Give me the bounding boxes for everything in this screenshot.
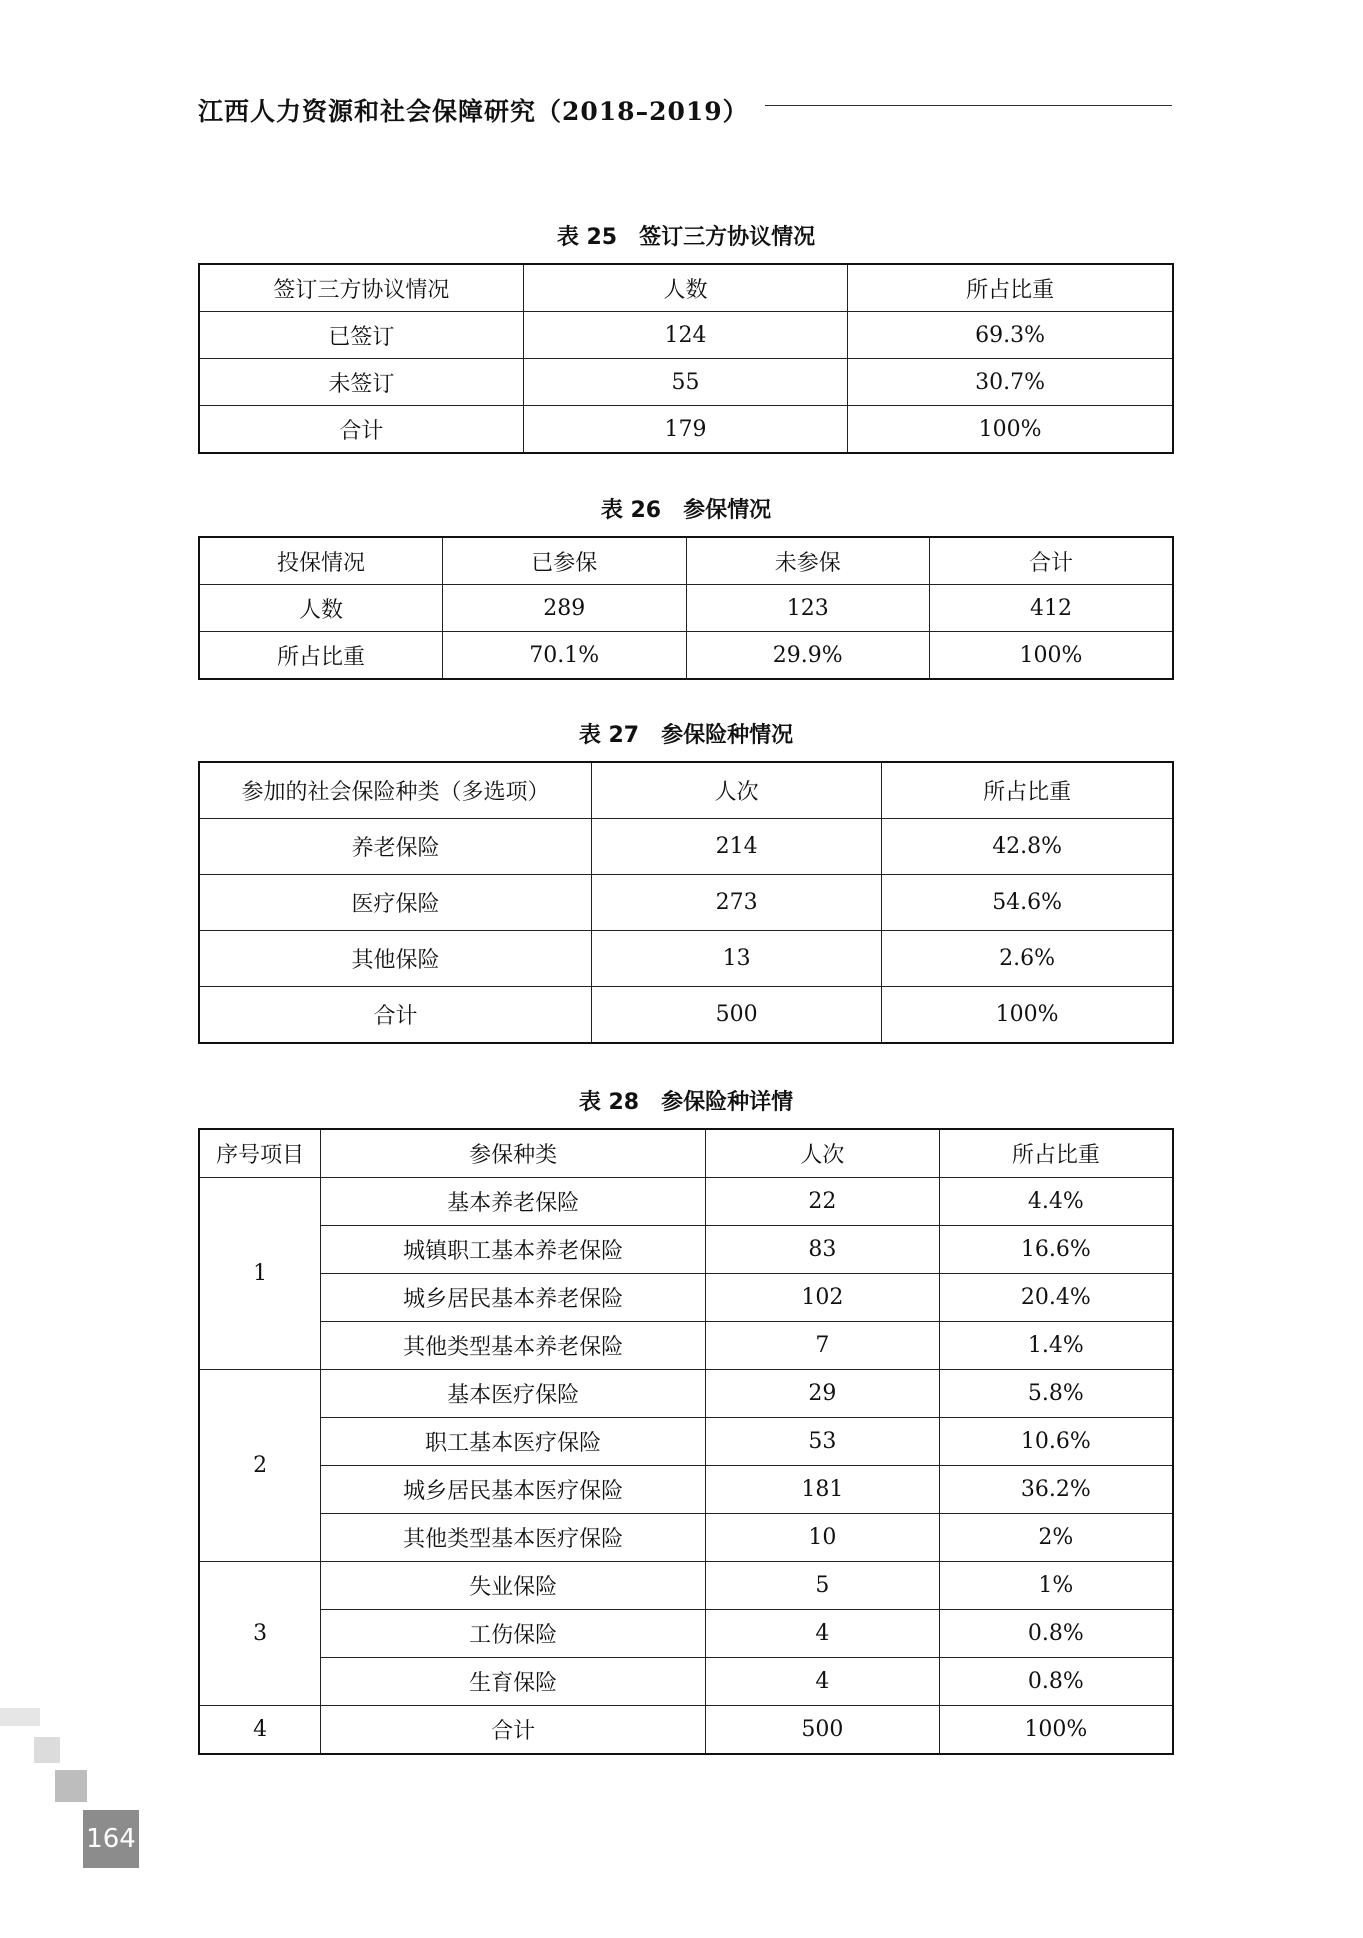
table-cell: 500 [592,987,882,1044]
table-cell: 100% [882,987,1173,1044]
table-cell: 医疗保险 [199,875,592,931]
table-cell: 基本医疗保险 [321,1370,706,1418]
table-cell: 53 [705,1418,939,1466]
table-cell: 10 [705,1514,939,1562]
table-row [199,875,1173,931]
table-cell: 100% [930,632,1174,680]
table-row [199,931,1173,987]
table-header-row [199,537,1173,585]
table-header-row [199,1129,1173,1178]
table-row [199,1274,1173,1322]
table-row [199,1466,1173,1514]
table-cell: 36.2% [939,1466,1173,1514]
table-cell: 其他保险 [199,931,592,987]
table-cell: 2.6% [882,931,1173,987]
table-cell: 合计 [199,987,592,1044]
table-header-row [199,762,1173,819]
group-number-cell: 1 [199,1178,321,1370]
table-cell: 养老保险 [199,819,592,875]
table25-number: 表 25 [556,225,618,250]
table-cell: 5 [705,1562,939,1610]
table-cell: 其他类型基本医疗保险 [321,1514,706,1562]
header-cell: 参加的社会保险种类（多选项） [199,762,592,819]
header-cell: 已参保 [443,537,687,585]
table-cell: 城镇职工基本养老保险 [321,1226,706,1274]
table-cell: 未签订 [199,359,523,406]
table-cell: 基本养老保险 [321,1178,706,1226]
table-cell: 0.8% [939,1658,1173,1706]
header-cell: 合计 [930,537,1174,585]
table-cell: 83 [705,1226,939,1274]
header-cell: 人次 [592,762,882,819]
table-row [199,1226,1173,1274]
table-cell: 412 [930,585,1174,632]
table-cell: 已签订 [199,312,523,359]
header-cell: 所占比重 [939,1129,1173,1178]
table-cell: 工伤保险 [321,1610,706,1658]
table-cell: 所占比重 [199,632,443,680]
table-row [199,1706,1173,1755]
table-cell: 55 [523,359,847,406]
header-cell: 签订三方协议情况 [199,264,523,312]
table-cell: 生育保险 [321,1658,706,1706]
table-cell: 2% [939,1514,1173,1562]
table-cell: 500 [705,1706,939,1755]
running-title: 江西人力资源和社会保障研究（2018–2019） [198,97,749,126]
table-row [199,406,1173,454]
table-cell: 16.6% [939,1226,1173,1274]
table-row [199,1658,1173,1706]
table-cell: 214 [592,819,882,875]
table-row [199,1322,1173,1370]
table27-title: 参保险种情况 [661,723,794,748]
table-cell: 0.8% [939,1610,1173,1658]
decorative-square [34,1737,60,1763]
table-cell: 失业保险 [321,1562,706,1610]
table-cell: 5.8% [939,1370,1173,1418]
table-cell: 合计 [199,406,523,454]
table-row [199,359,1173,406]
table28-number: 表 28 [578,1090,640,1115]
table-cell: 42.8% [882,819,1173,875]
table-row [199,312,1173,359]
table-cell: 1.4% [939,1322,1173,1370]
table-cell: 100% [939,1706,1173,1755]
table28-caption [198,1085,1174,1116]
table-row [199,987,1173,1044]
group-number-cell: 3 [199,1562,321,1706]
table-cell: 179 [523,406,847,454]
table28-title: 参保险种详情 [661,1090,794,1115]
table-header-row [199,264,1173,312]
table27 [198,761,1174,1044]
table25-caption [198,220,1174,251]
table-cell: 100% [848,406,1173,454]
header-cell: 所占比重 [882,762,1173,819]
header-rule [765,105,1172,106]
table-cell: 城乡居民基本医疗保险 [321,1466,706,1514]
page-number: 164 [83,1810,139,1868]
table-cell: 289 [443,585,687,632]
table-cell: 10.6% [939,1418,1173,1466]
table-row [199,1562,1173,1610]
table25-title: 签订三方协议情况 [639,225,816,250]
table-row [199,1370,1173,1418]
table25 [198,263,1174,454]
table28 [198,1128,1174,1755]
header-cell: 未参保 [686,537,930,585]
table-cell: 70.1% [443,632,687,680]
decorative-square [0,1708,40,1726]
table-cell: 4 [705,1610,939,1658]
group-number-cell: 2 [199,1370,321,1562]
table-row [199,585,1173,632]
header-cell: 人次 [705,1129,939,1178]
table-cell: 城乡居民基本养老保险 [321,1274,706,1322]
table-cell: 29 [705,1370,939,1418]
table26 [198,536,1174,680]
table-row [199,819,1173,875]
table-cell: 20.4% [939,1274,1173,1322]
table-cell: 其他类型基本养老保险 [321,1322,706,1370]
header-cell: 所占比重 [848,264,1173,312]
table-cell: 123 [686,585,930,632]
table-row [199,1178,1173,1226]
table-row [199,1514,1173,1562]
table-cell: 102 [705,1274,939,1322]
header-cell: 投保情况 [199,537,443,585]
table-row [199,1418,1173,1466]
table-cell: 54.6% [882,875,1173,931]
table27-caption [198,718,1174,749]
table26-caption [198,493,1174,524]
table-cell: 人数 [199,585,443,632]
decorative-square [55,1770,87,1802]
table-cell: 7 [705,1322,939,1370]
table-cell: 69.3% [848,312,1173,359]
table26-number: 表 26 [600,498,662,523]
table-cell: 1% [939,1562,1173,1610]
table-cell: 22 [705,1178,939,1226]
table-cell: 30.7% [848,359,1173,406]
table-cell: 29.9% [686,632,930,680]
header-cell: 参保种类 [321,1129,706,1178]
table-row [199,632,1173,680]
table26-title: 参保情况 [683,498,772,523]
group-number-cell: 4 [199,1706,321,1755]
table-row [199,1610,1173,1658]
table-cell: 职工基本医疗保险 [321,1418,706,1466]
table-cell: 13 [592,931,882,987]
header-cell: 序号项目 [199,1129,321,1178]
table-cell: 4.4% [939,1178,1173,1226]
table-cell: 273 [592,875,882,931]
table-cell: 124 [523,312,847,359]
table-cell: 4 [705,1658,939,1706]
table-cell: 合计 [321,1706,706,1755]
header-cell: 人数 [523,264,847,312]
table27-number: 表 27 [578,723,640,748]
table-cell: 181 [705,1466,939,1514]
